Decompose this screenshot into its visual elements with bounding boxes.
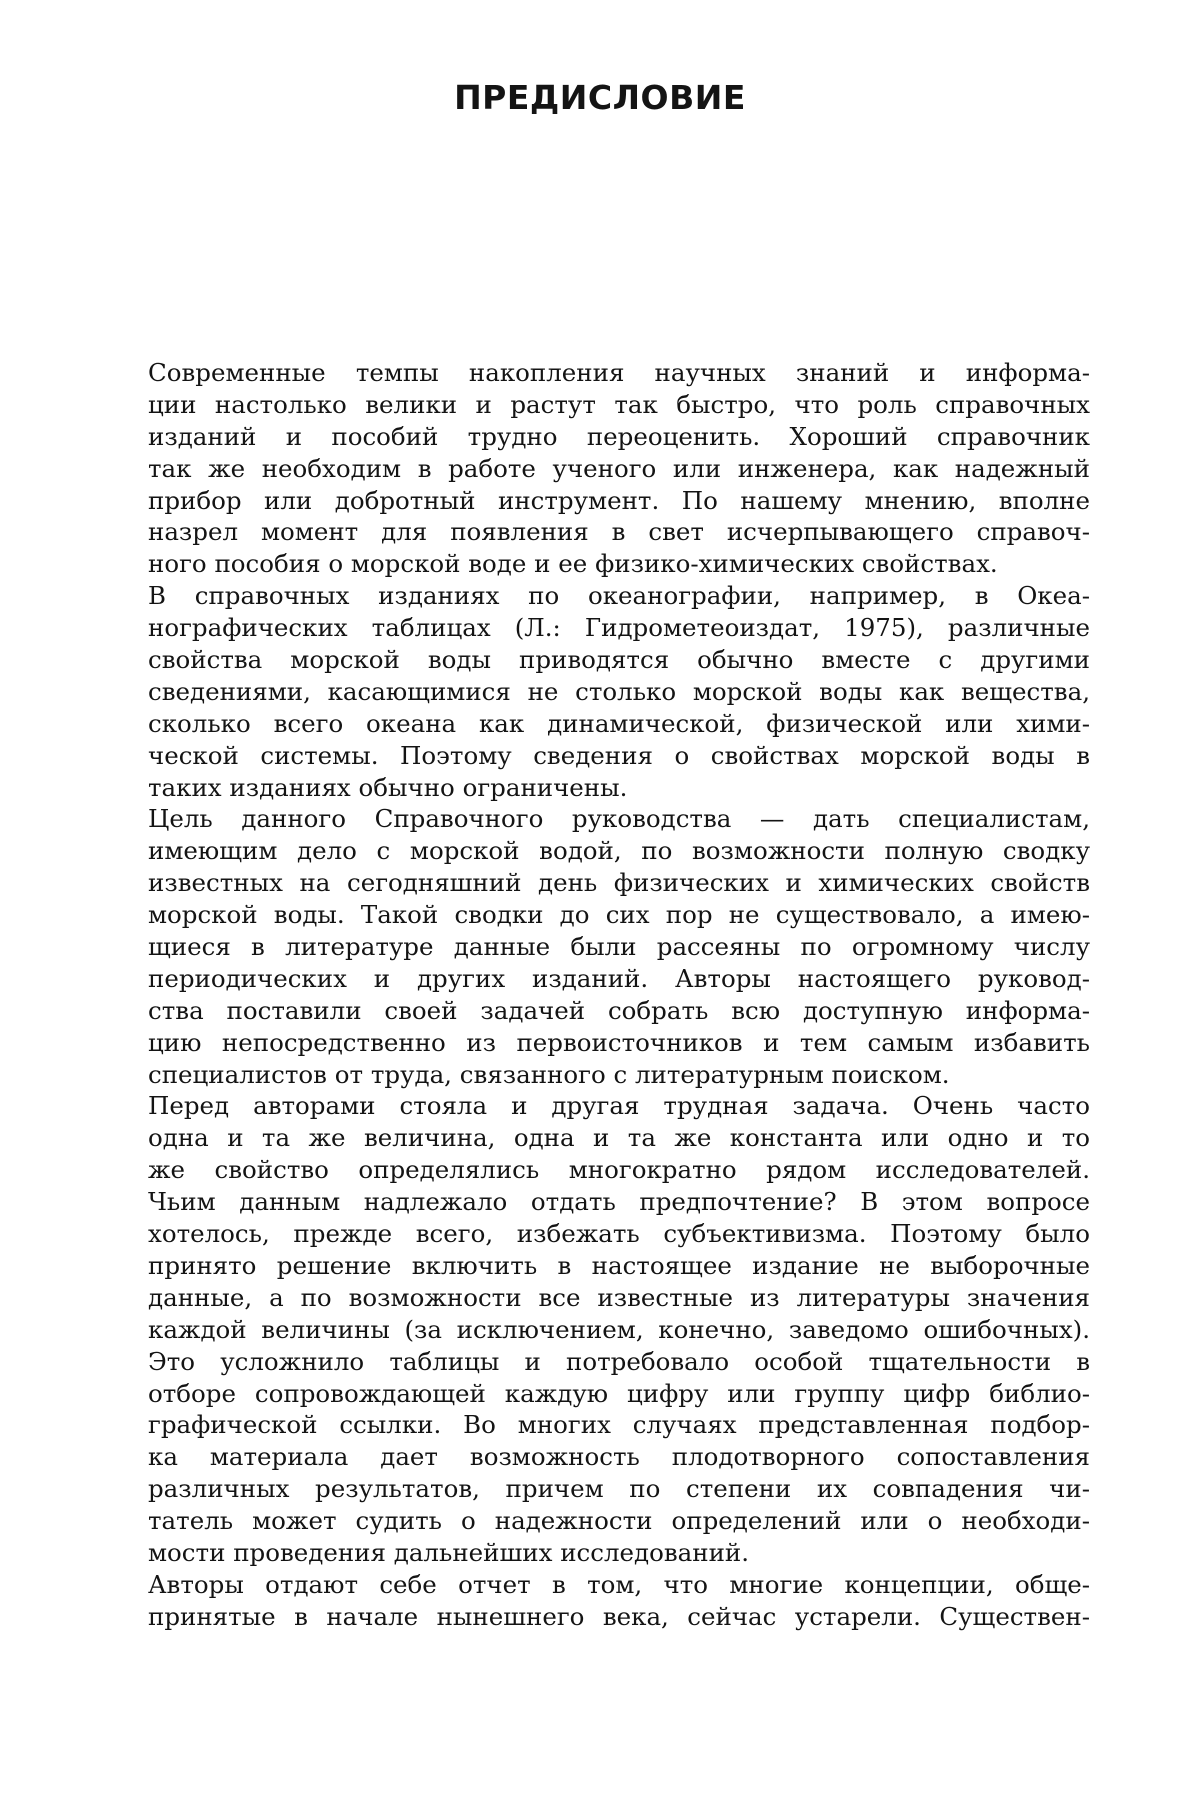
text-line: таких изданиях обычно ограничены. [148, 772, 1090, 804]
text-line: графической ссылки. Во многих случаях представленная подбор- [148, 1409, 1090, 1441]
text-line: Чьим данным надлежало отдать предпочтение? В этом вопросе [148, 1186, 1090, 1218]
text-line: Авторы отдают себе отчет в том, что многие концепции, обще- [148, 1569, 1090, 1601]
text-line: Перед авторами стояла и другая трудная задача. Очень часто [148, 1090, 1090, 1122]
paragraph [148, 803, 1090, 1090]
text-line: изданий и пособий трудно переоценить. Хороший справочник [148, 421, 1090, 453]
text-line: хотелось, прежде всего, избежать субъективизма. Поэтому было [148, 1218, 1090, 1250]
text-line: специалистов от труда, связанного с литературным поиском. [148, 1059, 1090, 1091]
text-line: цию непосредственно из первоисточников и тем самым избавить [148, 1027, 1090, 1059]
text-line: различных результатов, причем по степени их совпадения чи- [148, 1473, 1090, 1505]
text-line: отборе сопровождающей каждую цифру или группу цифр библио- [148, 1378, 1090, 1410]
paragraph [148, 1569, 1090, 1633]
text-line: одна и та же величина, одна и та же константа или одно и то [148, 1122, 1090, 1154]
document-page [0, 0, 1200, 1793]
paragraph [148, 357, 1090, 580]
text-line: ного пособия о морской воде и ее физико-химических свойствах. [148, 548, 1090, 580]
text-line: щиеся в литературе данные были рассеяны по огромному числу [148, 931, 1090, 963]
text-line: известных на сегодняшний день физических и химических свойств [148, 867, 1090, 899]
text-line: же свойство определялись многократно рядом исследователей. [148, 1154, 1090, 1186]
text-line: сколько всего океана как динамической, физической или хими- [148, 708, 1090, 740]
text-line: имеющим дело с морской водой, по возможности полную сводку [148, 835, 1090, 867]
text-line: каждой величины (за исключением, конечно, заведомо ошибочных). [148, 1314, 1090, 1346]
text-line: назрел момент для появления в свет исчерпывающего справоч- [148, 516, 1090, 548]
paragraph [148, 580, 1090, 803]
text-line: принятые в начале нынешнего века, сейчас устарели. Существен- [148, 1601, 1090, 1633]
body-text [148, 357, 1090, 1633]
text-line: ческой системы. Поэтому сведения о свойствах морской воды в [148, 740, 1090, 772]
text-line: Это усложнило таблицы и потребовало особой тщательности в [148, 1346, 1090, 1378]
text-line: сведениями, касающимися не столько морской воды как вещества, [148, 676, 1090, 708]
text-line: ка материала дает возможность плодотворного сопоставления [148, 1441, 1090, 1473]
text-line: морской воды. Такой сводки до сих пор не существовало, а имею- [148, 899, 1090, 931]
text-line: В справочных изданиях по океанографии, например, в Океа- [148, 580, 1090, 612]
text-line: ции настолько велики и растут так быстро, что роль справочных [148, 389, 1090, 421]
text-line: так же необходим в работе ученого или инженера, как надежный [148, 453, 1090, 485]
text-line: принято решение включить в настоящее издание не выборочные [148, 1250, 1090, 1282]
paragraph [148, 1090, 1090, 1568]
text-line: Цель данного Справочного руководства — дать специалистам, [148, 803, 1090, 835]
page-title: ПРЕДИСЛОВИЕ [0, 78, 1200, 117]
text-line: данные, а по возможности все известные из литературы значения [148, 1282, 1090, 1314]
text-line: прибор или добротный инструмент. По нашему мнению, вполне [148, 485, 1090, 517]
text-line: нографических таблицах (Л.: Гидрометеоиздат, 1975), различные [148, 612, 1090, 644]
text-line: Современные темпы накопления научных знаний и информа- [148, 357, 1090, 389]
text-line: ства поставили своей задачей собрать всю доступную информа- [148, 995, 1090, 1027]
text-line: мости проведения дальнейших исследований. [148, 1537, 1090, 1569]
text-line: периодических и других изданий. Авторы настоящего руковод- [148, 963, 1090, 995]
text-line: татель может судить о надежности определений или о необходи- [148, 1505, 1090, 1537]
text-line: свойства морской воды приводятся обычно вместе с другими [148, 644, 1090, 676]
